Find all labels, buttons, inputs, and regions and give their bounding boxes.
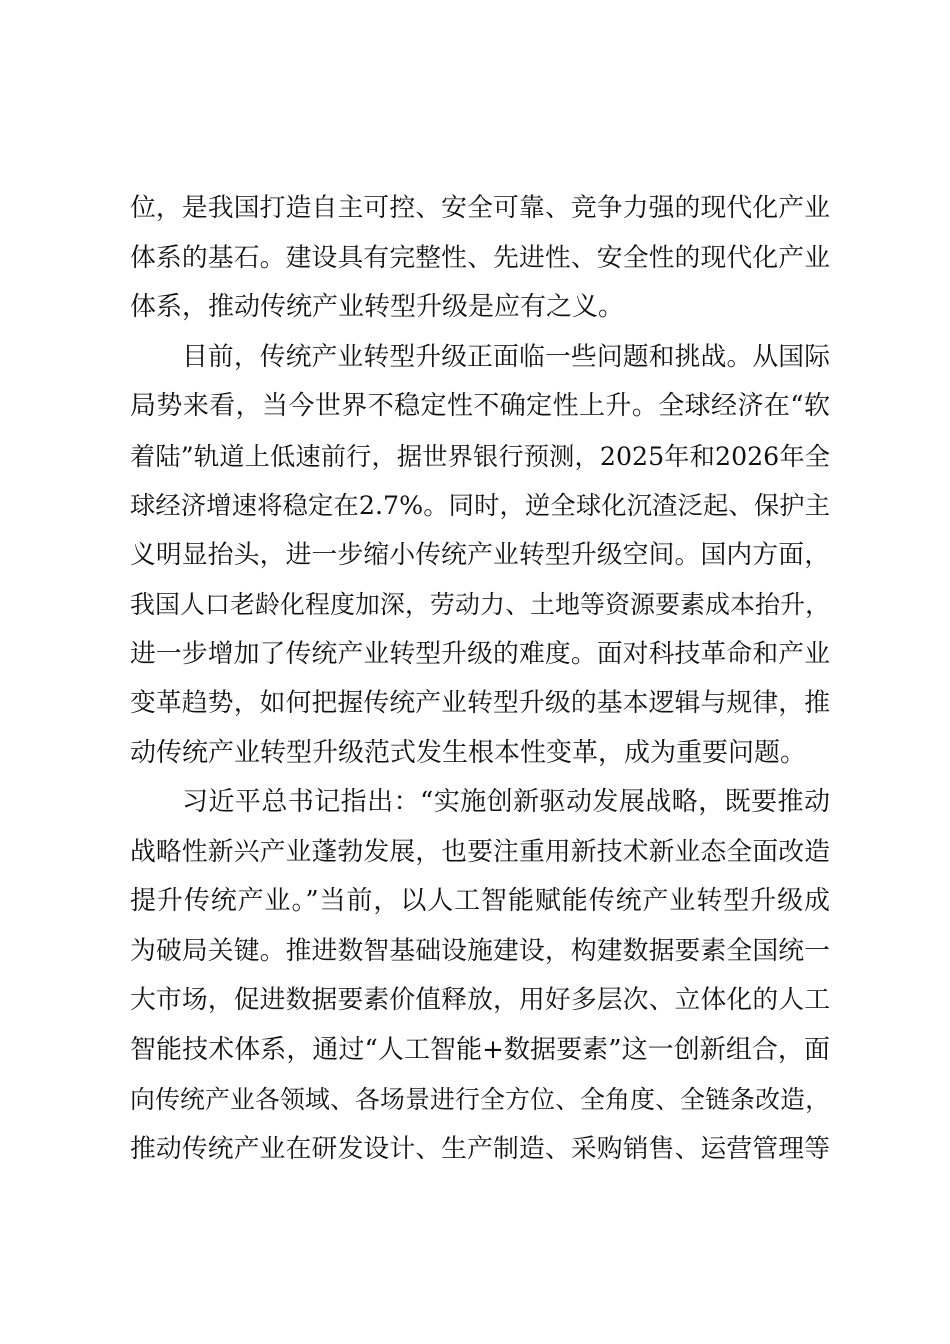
text-line: 目前，传统产业转型升级正面临一些问题和挑战。从国际 [182,341,830,372]
text-line: 为破局关键。推进数智基础设施建设，构建数据要素全国统一 [130,935,830,966]
text-line: 变革趋势，如何把握传统产业转型升级的基本逻辑与规律，推 [130,688,830,718]
text-line: 位，是我国打造自主可控、安全可靠、竞争力强的现代化产业 [130,193,830,223]
text-line: 着陆”轨道上低速前行，据世界银行预测，2025年和2026年全 [130,441,830,471]
text-line: 义明显抬头，进一步缩小传统产业转型升级空间。国内方面， [130,539,830,570]
text-line: 体系的基石。建设具有完整性、先进性、安全性的现代化产业 [130,242,830,273]
text-line: 我国人口老龄化程度加深，劳动力、土地等资源要素成本抬升， [130,590,830,619]
text-line: 局势来看，当今世界不稳定性不确定性上升。全球经济在“软 [130,391,830,421]
text-line: 智能技术体系，通过“人工智能+数据要素”这一创新组合，面 [130,1034,830,1065]
text-line: 体系，推动传统产业转型升级是应有之义。 [130,292,625,322]
text-line: 习近平总书记指出：“实施创新驱动发展战略，既要推动 [182,787,830,817]
body-text [130,184,830,1174]
text-line: 提升传统产业。”当前，以人工智能赋能传统产业转型升级成 [130,886,830,916]
text-line: 进一步增加了传统产业转型升级的难度。面对科技革命和产业 [130,638,830,669]
text-line: 大市场，促进数据要素价值释放，用好多层次、立体化的人工 [130,985,830,1015]
text-line: 球经济增速将稳定在2.7%。同时，逆全球化沉渣泛起、保护主 [130,491,830,520]
text-line: 向传统产业各领域、各场景进行全方位、全角度、全链条改造， [130,1085,830,1114]
text-line: 动传统产业转型升级范式发生根本性变革，成为重要问题。 [130,737,807,768]
text-line: 战略性新兴产业蓬勃发展，也要注重用新技术新业态全面改造 [130,836,830,867]
text-line: 推动传统产业在研发设计、生产制造、采购销售、运营管理等 [130,1133,830,1164]
